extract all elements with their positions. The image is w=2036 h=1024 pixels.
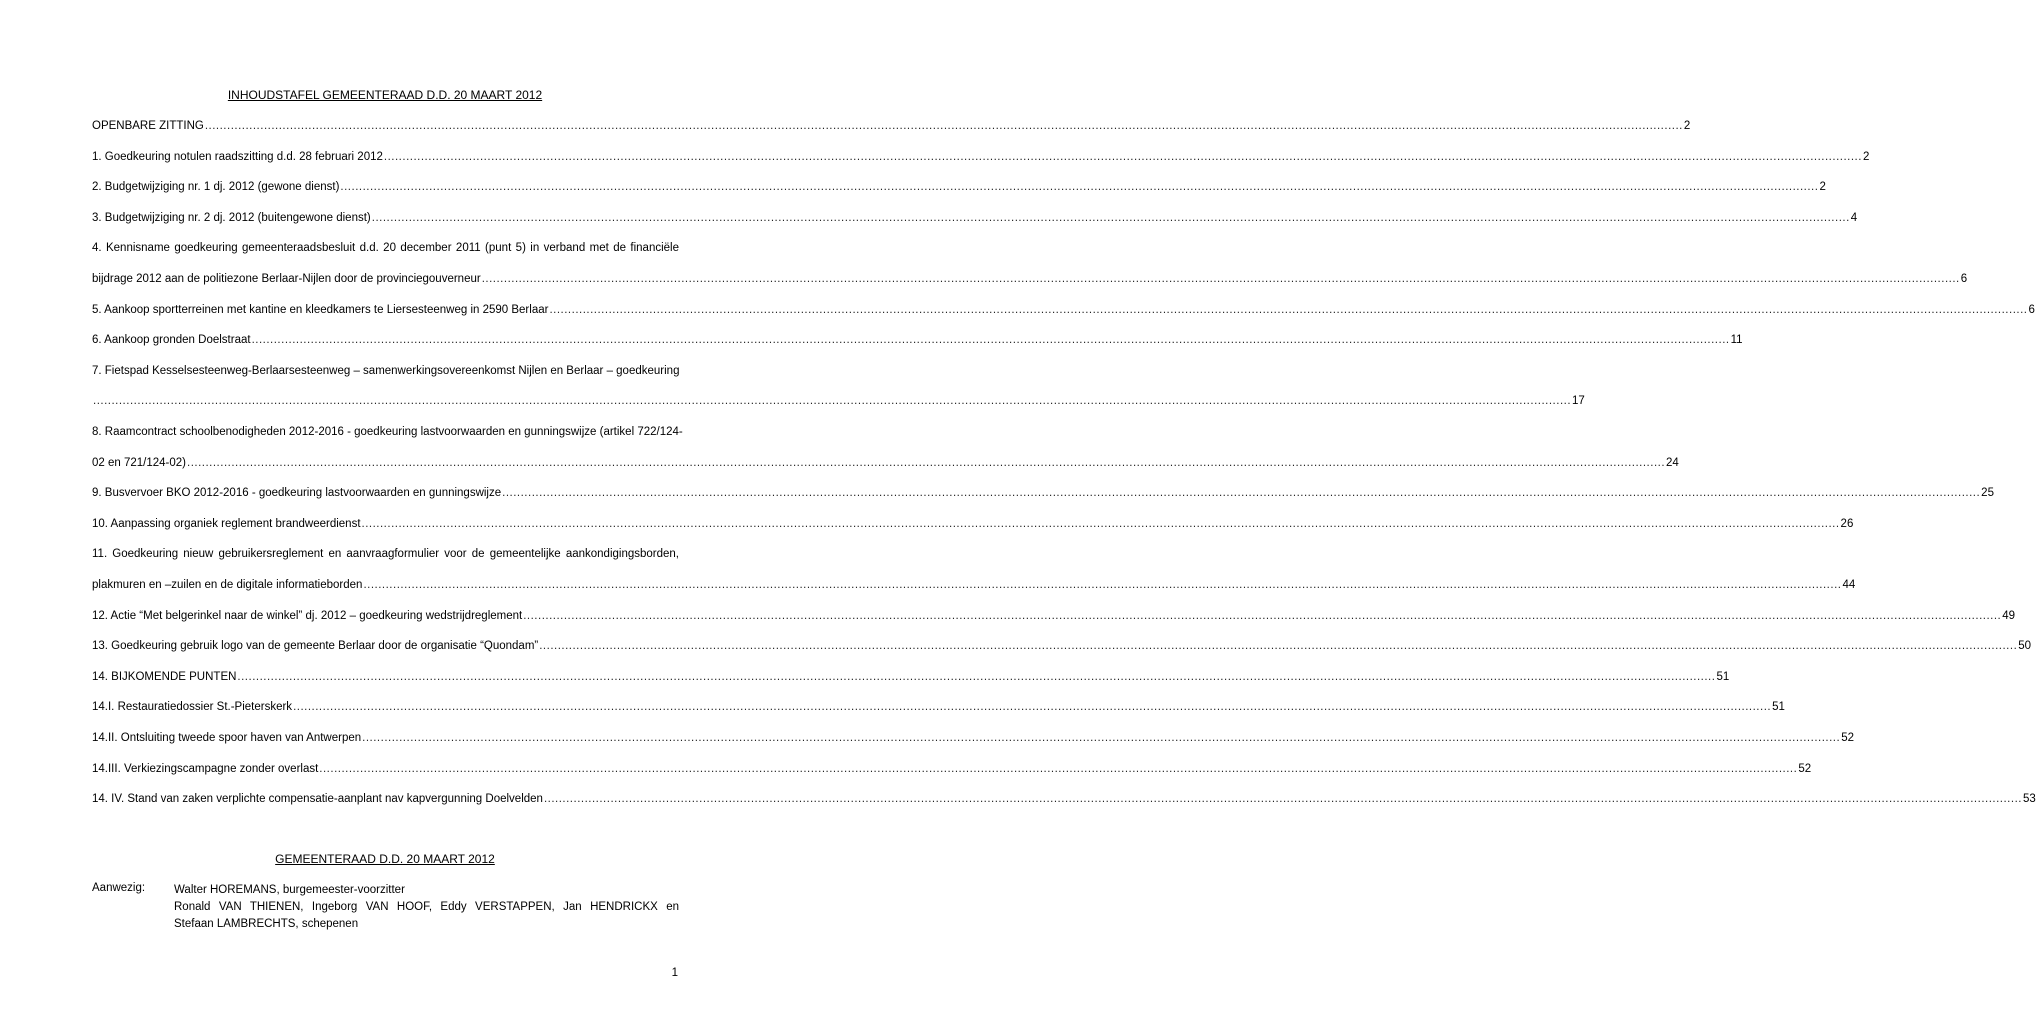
toc-entry[interactable] <box>92 730 1854 746</box>
toc-entry-label: 14.II. Ontsluiting tweede spoor haven van Antwerpen <box>92 732 362 744</box>
toc-page-number: 2 <box>1862 150 1870 163</box>
toc-entry-label: 5. Aankoop sportterreinen met kantine en kleedkamers te Liersesteenweg in 2590 Berlaar <box>92 303 549 316</box>
toc-entry[interactable] <box>92 577 1856 593</box>
toc-entry-first-line: 11. Goedkeuring nieuw gebruikersreglement en aanvraagformulier voor de gemeentelijke aankondigingsborden, <box>92 548 679 561</box>
toc-leader-dots: ................................................................................................................................................................................................................................................................................................................................................................................................................ <box>93 395 1572 408</box>
toc-entry-first-line: 4. Kennisname goedkeuring gemeenteraadsbesluit d.d. 20 december 2011 (punt 5) in verband met de financiële <box>92 242 679 255</box>
toc-leader-dots: ................................................................................................................................................................................................................................................................................................................................................................................................................ <box>251 334 1730 347</box>
page-number: 1 <box>671 967 678 979</box>
attendance-line: Ronald VAN THIENEN, Ingeborg VAN HOOF, Eddy VERSTAPPEN, Jan HENDRICKX en <box>174 901 679 913</box>
toc-page-number: 51 <box>1716 670 1730 683</box>
toc-page-number: 2 <box>1683 120 1691 132</box>
toc-entry-label: 3. Budgetwijziging nr. 2 dj. 2012 (buitengewone dienst) <box>92 211 371 224</box>
toc-leader-dots: ................................................................................................................................................................................................................................................................................................................................................................................................................ <box>502 487 1981 500</box>
toc-entry-label: 10. Aanpassing organiek reglement brandweerdienst <box>92 517 361 530</box>
toc-entry-label: 13. Goedkeuring gebruik logo van de gemeente Berlaar door de organisatie “Quondam” <box>92 640 539 653</box>
toc-leader-dots: ................................................................................................................................................................................................................................................................................................................................................................................................................ <box>293 701 1772 714</box>
toc-leader-dots: ................................................................................................................................................................................................................................................................................................................................................................................................................ <box>319 762 1798 775</box>
toc-page-number: 26 <box>1840 517 1854 530</box>
toc-entry[interactable] <box>92 393 1585 409</box>
toc-page-number: 2 <box>1819 181 1826 194</box>
toc-leader-dots: ................................................................................................................................................................................................................................................................................................................................................................................................................ <box>543 793 2022 806</box>
toc-leader-dots: ................................................................................................................................................................................................................................................................................................................................................................................................................ <box>371 211 1850 224</box>
toc-page-number: 50 <box>2018 640 2032 653</box>
toc-entry[interactable] <box>92 791 2036 807</box>
toc-leader-dots: ................................................................................................................................................................................................................................................................................................................................................................................................................ <box>340 181 1819 194</box>
toc-entry-first-line: 7. Fietspad Kesselsesteenweg-Berlaarsesteenweg – samenwerkingsovereenkomst Nijlen en Berlaar – goedkeuring <box>92 364 680 377</box>
toc-leader-dots: ................................................................................................................................................................................................................................................................................................................................................................................................................ <box>481 273 1960 285</box>
toc-entry[interactable] <box>92 118 1691 134</box>
toc-page-number: 52 <box>1798 762 1812 775</box>
toc-leader-dots: ................................................................................................................................................................................................................................................................................................................................................................................................................ <box>549 303 2028 316</box>
toc-page-number: 6 <box>1960 273 1968 285</box>
attendance-line: Walter HOREMANS, burgemeester-voorzitter <box>174 884 405 896</box>
toc-page-number: 6 <box>2028 303 2035 316</box>
toc-entry-label: 1. Goedkeuring notulen raadszitting d.d. 28 februari 2012 <box>92 150 383 163</box>
toc-entry[interactable] <box>92 332 1743 348</box>
toc-entry-label: 14.I. Restauratiedossier St.-Pieterskerk <box>92 701 293 714</box>
toc-entry[interactable] <box>92 638 2032 654</box>
toc-entry[interactable] <box>92 608 2016 624</box>
toc-page-number: 53 <box>2022 793 2036 806</box>
toc-leader-dots: ................................................................................................................................................................................................................................................................................................................................................................................................................ <box>539 640 2018 653</box>
toc-entry-label: 9. Busvervoer BKO 2012-2016 - goedkeuring lastvoorwaarden en gunningswijze <box>92 487 502 500</box>
toc-leader-dots: ................................................................................................................................................................................................................................................................................................................................................................................................................ <box>362 732 1841 744</box>
toc-entry[interactable] <box>92 271 1968 287</box>
toc-entry[interactable] <box>92 179 1826 195</box>
toc-leader-dots: ................................................................................................................................................................................................................................................................................................................................................................................................................ <box>237 670 1716 683</box>
toc-entry[interactable] <box>92 302 2035 318</box>
attendance-label: Aanwezig: <box>92 882 146 894</box>
toc-entry-label: bijdrage 2012 aan de politiezone Berlaar-Nijlen door de provinciegouverneur <box>92 273 481 285</box>
attendance-list <box>174 882 679 933</box>
attendance-line: Stefaan LAMBRECHTS, schepenen <box>174 918 359 930</box>
meeting-title: GEMEENTERAAD D.D. 20 MAART 2012 <box>275 852 495 866</box>
toc-page-number: 11 <box>1730 334 1743 347</box>
toc-entry[interactable] <box>92 699 1785 715</box>
toc-entry[interactable] <box>92 669 1730 685</box>
toc-page-number: 52 <box>1841 732 1854 744</box>
toc-entry[interactable] <box>92 516 1854 532</box>
toc-page-number: 49 <box>2002 609 2016 622</box>
toc-entry-label: 2. Budgetwijziging nr. 1 dj. 2012 (gewone dienst) <box>92 181 340 194</box>
toc-page-number: 24 <box>1666 456 1679 469</box>
toc-entry-label: 6. Aankoop gronden Doelstraat <box>92 334 251 347</box>
toc-page-number: 51 <box>1772 701 1785 714</box>
toc-leader-dots: ................................................................................................................................................................................................................................................................................................................................................................................................................ <box>361 517 1840 530</box>
toc-entry-label: 02 en 721/124-02) <box>92 456 186 469</box>
toc-title: INHOUDSTAFEL GEMEENTERAAD D.D. 20 MAART 2012 <box>227 88 543 102</box>
toc-entry[interactable] <box>92 455 1679 471</box>
toc-page-number: 44 <box>1842 579 1856 591</box>
toc-entry[interactable] <box>92 485 1994 501</box>
toc-leader-dots: ................................................................................................................................................................................................................................................................................................................................................................................................................ <box>363 579 1842 591</box>
toc-entry-label: OPENBARE ZITTING <box>92 120 204 132</box>
toc-entry[interactable] <box>92 149 1870 165</box>
toc-page-number: 17 <box>1572 395 1585 408</box>
toc-leader-dots: ................................................................................................................................................................................................................................................................................................................................................................................................................ <box>523 609 2002 622</box>
toc-leader-dots: ................................................................................................................................................................................................................................................................................................................................................................................................................ <box>204 120 1683 132</box>
toc-entry-label: 12. Actie “Met belgerinkel naar de winkel” dj. 2012 – goedkeuring wedstrijdreglement <box>92 609 523 622</box>
toc-leader-dots: ................................................................................................................................................................................................................................................................................................................................................................................................................ <box>187 456 1666 469</box>
toc-entry-label: 14.III. Verkiezingscampagne zonder overlast <box>92 762 319 775</box>
toc-entry-label: 14. IV. Stand van zaken verplichte compensatie-aanplant nav kapvergunning Doelvelden <box>92 793 543 806</box>
toc-page-number: 4 <box>1850 211 1858 224</box>
toc-page-number: 25 <box>1981 487 1994 500</box>
toc-entry[interactable] <box>92 761 1812 777</box>
toc-leader-dots: ................................................................................................................................................................................................................................................................................................................................................................................................................ <box>383 150 1862 163</box>
toc-entry-label: 14. BIJKOMENDE PUNTEN <box>92 670 237 683</box>
toc-entry-label: plakmuren en –zuilen en de digitale informatieborden <box>92 579 363 591</box>
toc-entry[interactable] <box>92 210 1858 226</box>
toc-entry-first-line: 8. Raamcontract schoolbenodigheden 2012-2016 - goedkeuring lastvoorwaarden en gunningswijze (artikel 722/124- <box>92 426 683 438</box>
